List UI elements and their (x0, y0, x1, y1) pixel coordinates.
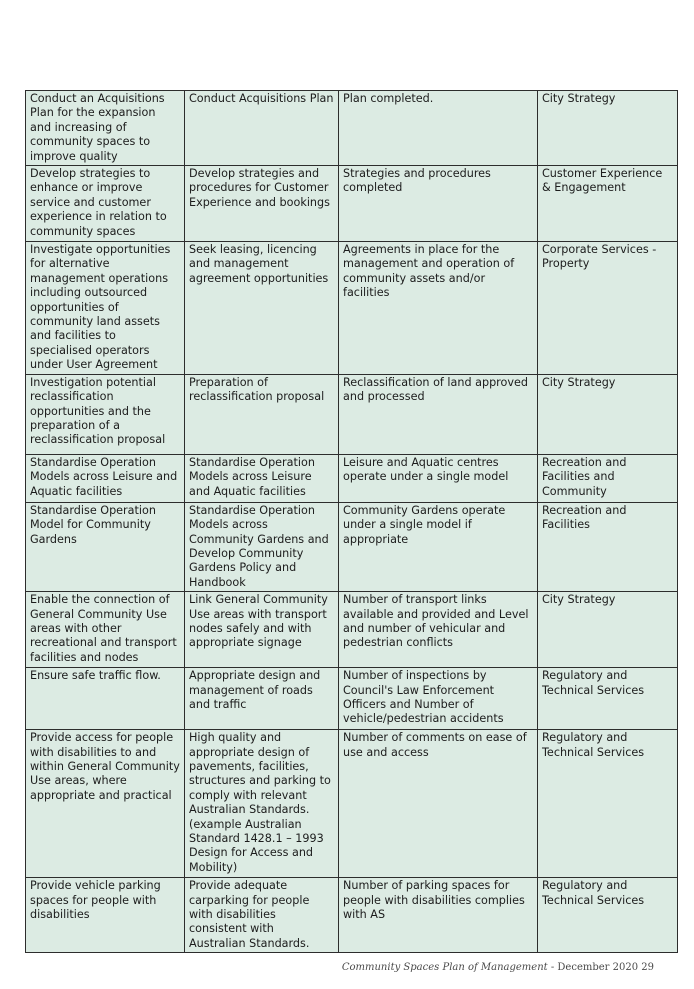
table-row (26, 668, 678, 730)
action-cell: Standardise Operation Model for Community Gardens (26, 502, 185, 591)
footer-document-title: Community Spaces Plan of Management (341, 962, 548, 973)
responsibility-cell: Regulatory and Technical Services (538, 668, 678, 730)
table-row (26, 878, 678, 953)
responsibility-cell: City Strategy (538, 91, 678, 166)
responsibility-cell: Customer Experience & Engagement (538, 166, 678, 242)
responsibility-cell: City Strategy (538, 374, 678, 454)
table-row (26, 592, 678, 668)
action-cell: Provide vehicle parking spaces for people with disabilities (26, 878, 185, 953)
action-cell: Conduct an Acquisitions Plan for the expansion and increasing of community spaces to improve quality (26, 91, 185, 166)
measure-cell: Number of comments on ease of use and access (339, 730, 538, 878)
measure-cell: Agreements in place for the management and operation of community assets and/or facilities (339, 242, 538, 375)
responsibility-cell: Recreation and Facilities and Community (538, 454, 678, 502)
measure-cell: Number of transport links available and provided and Level and number of vehicular and pedestrian conflicts (339, 592, 538, 668)
responsibility-cell: Corporate Services - Property (538, 242, 678, 375)
page-number: 29 (641, 962, 654, 973)
action-cell: Ensure safe traffic flow. (26, 668, 185, 730)
strategy-cell: Appropriate design and management of roads and traffic (185, 668, 339, 730)
measure-cell: Community Gardens operate under a single model if appropriate (339, 502, 538, 591)
strategy-cell: Provide adequate carparking for people with disabilities consistent with Australian Standards. (185, 878, 339, 953)
table-row (26, 91, 678, 166)
table-row (26, 166, 678, 242)
responsibility-cell: Regulatory and Technical Services (538, 878, 678, 953)
page-footer (342, 962, 654, 973)
strategy-cell: Link General Community Use areas with transport nodes safely and with appropriate signage (185, 592, 339, 668)
table-row (26, 454, 678, 502)
action-cell: Investigation potential reclassification opportunities and the preparation of a reclassification proposal (26, 374, 185, 454)
action-cell: Investigate opportunities for alternative management operations including outsourced opportunities of community land assets and facilities to specialised operators under User Agreement (26, 242, 185, 375)
table-row (26, 242, 678, 375)
measure-cell: Reclassification of land approved and processed (339, 374, 538, 454)
measure-cell: Number of inspections by Council's Law Enforcement Officers and Number of vehicle/pedestrian accidents (339, 668, 538, 730)
measure-cell: Plan completed. (339, 91, 538, 166)
action-cell: Provide access for people with disabilities to and within General Community Use areas, where appropriate and practical (26, 730, 185, 878)
table-row (26, 730, 678, 878)
strategy-cell: Preparation of reclassification proposal (185, 374, 339, 454)
table-row (26, 374, 678, 454)
measure-cell: Strategies and procedures completed (339, 166, 538, 242)
strategy-cell: High quality and appropriate design of pavements, facilities, structures and parking to comply with relevant Australian Standards. (example Australian Standard 1428.1 – 1993 Design for Access and Mobility) (185, 730, 339, 878)
table-row (26, 502, 678, 591)
strategy-cell: Seek leasing, licencing and management agreement opportunities (185, 242, 339, 375)
responsibility-cell: Recreation and Facilities (538, 502, 678, 591)
measure-cell: Leisure and Aquatic centres operate under a single model (339, 454, 538, 502)
plan-table (25, 90, 678, 953)
action-cell: Standardise Operation Models across Leisure and Aquatic facilities (26, 454, 185, 502)
strategy-cell: Standardise Operation Models across Leisure and Aquatic facilities (185, 454, 339, 502)
footer-date: - December 2020 (550, 962, 639, 973)
action-cell: Develop strategies to enhance or improve service and customer experience in relation to community spaces (26, 166, 185, 242)
responsibility-cell: Regulatory and Technical Services (538, 730, 678, 878)
strategy-cell: Standardise Operation Models across Community Gardens and Develop Community Gardens Policy and Handbook (185, 502, 339, 591)
action-cell: Enable the connection of General Community Use areas with other recreational and transport facilities and nodes (26, 592, 185, 668)
responsibility-cell: City Strategy (538, 592, 678, 668)
measure-cell: Number of parking spaces for people with disabilities complies with AS (339, 878, 538, 953)
strategy-cell: Develop strategies and procedures for Customer Experience and bookings (185, 166, 339, 242)
strategy-cell: Conduct Acquisitions Plan (185, 91, 339, 166)
